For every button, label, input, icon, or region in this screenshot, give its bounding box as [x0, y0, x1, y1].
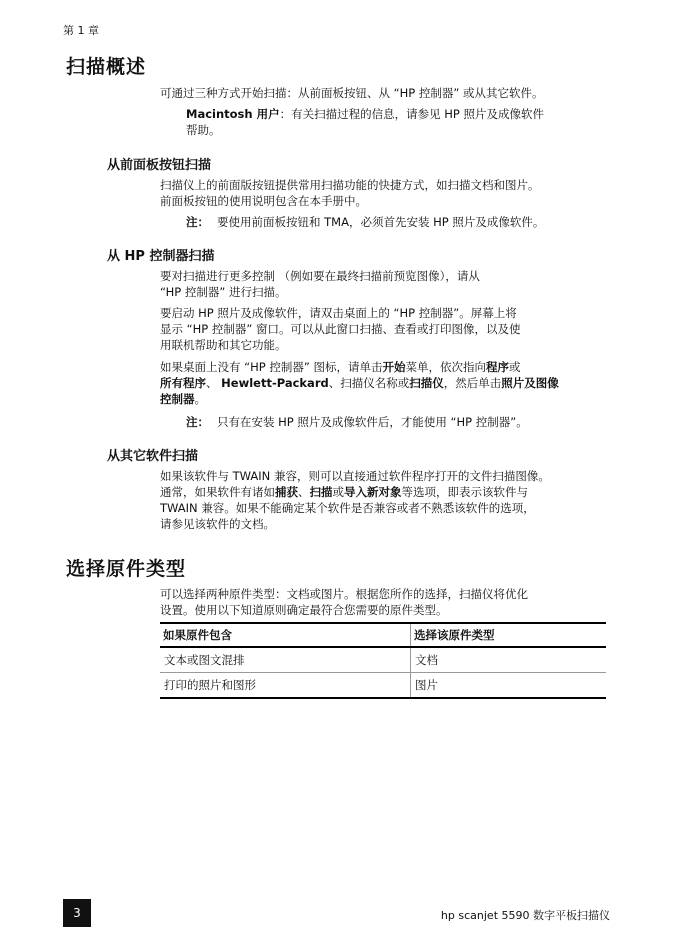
start-menu-term: 开始 — [382, 360, 406, 374]
table-header-row — [160, 623, 606, 647]
hp-paragraph-1 — [160, 268, 610, 300]
hp-paragraph-2 — [160, 305, 610, 353]
note-label: 注： — [186, 215, 209, 229]
hp-a-line-1: 要对扫描进行更多控制 （例如要在最终扫描前预览图像），请从 — [160, 269, 480, 283]
front-panel-line-1: 扫描仪上的前面版按钮提供常用扫描功能的快捷方式，如扫描文档和图片。 — [160, 178, 540, 192]
mac-label: Macintosh 用户 — [186, 107, 280, 121]
mac-note-line-1 — [186, 106, 606, 122]
intro-paragraph: 可通过三种方式开始扫描：从前面板按钮、从 “HP 控制器” 或从其它软件。 — [160, 86, 544, 100]
footer-product-name: hp scanjet 5590 数字平板扫描仪 — [440, 909, 610, 922]
hp-b-line-2: 显示 “HP 控制器” 窗口。可以从此窗口扫描、查看或打印图像，以及使 — [160, 322, 521, 336]
other-line-3: TWAIN 兼容。如果不能确定某个软件是否兼容或者不熟悉该软件的选项， — [160, 501, 535, 515]
table-cell: 文本或图文混排 — [160, 647, 411, 673]
front-panel-note — [186, 214, 606, 230]
text-span: 等选项，即表示该软件与 — [401, 485, 528, 499]
heading-other-software: 从其它软件扫描 — [107, 449, 199, 464]
scanner-term: 扫描仪 — [409, 376, 444, 390]
hp-b-line-3: 用联机帮助和其它功能。 — [160, 338, 287, 352]
text-span: 或 — [332, 485, 344, 499]
text-span: 、扫描仪名称或 — [328, 376, 410, 390]
other-line-4: 请参见该软件的文档。 — [160, 517, 275, 531]
text-span: 、 — [298, 485, 310, 499]
other-software-paragraph — [160, 468, 610, 532]
scan-term: 扫描 — [309, 485, 333, 499]
other-line-1: 如果该软件与 TWAIN 兼容，则可以直接通过软件程序打开的文件扫描图像。 — [160, 469, 550, 483]
front-panel-line-2: 前面板按钮的使用说明包含在本手册中。 — [160, 194, 367, 208]
original-type-paragraph — [160, 586, 610, 618]
hp-b-line-1: 要启动 HP 照片及成像软件，请双击桌面上的 “HP 控制器”。屏幕上将 — [160, 306, 517, 320]
section-title-original-type: 选择原件类型 — [66, 558, 187, 580]
table-cell: 打印的照片和图形 — [160, 673, 411, 699]
all-programs-term: 所有程序 — [160, 376, 206, 390]
hp-a-line-2: “HP 控制器” 进行扫描。 — [160, 285, 287, 299]
original-type-line-1: 可以选择两种原件类型：文档或图片。根据您所作的选择，扫描仪将优化 — [160, 587, 528, 601]
chapter-label: 第 1 章 — [63, 24, 99, 37]
text-span: 如果桌面上没有 “HP 控制器” 图标，请单击 — [160, 360, 383, 374]
text-span: 、 — [206, 376, 222, 390]
note-label: 注： — [186, 415, 209, 429]
text-span: 菜单，依次指向 — [405, 360, 486, 374]
table-row — [160, 673, 606, 699]
section-title-overview: 扫描概述 — [66, 56, 147, 78]
table-row — [160, 647, 606, 673]
note-text: 要使用前面板按钮和 TMA，必须首先安装 HP 照片及成像软件。 — [217, 215, 545, 229]
director-term: 控制器 — [160, 392, 195, 406]
table-cell: 文档 — [411, 647, 607, 673]
text-span: 通常，如果软件有诸如 — [160, 485, 275, 499]
note-text: 只有在安装 HP 照片及成像软件后，才能使用 “HP 控制器”。 — [217, 415, 528, 429]
hp-c-line-2 — [160, 375, 610, 391]
other-line-2 — [160, 484, 610, 500]
original-type-line-2: 设置。使用以下知道原则确定最符合您需要的原件类型。 — [160, 603, 448, 617]
text-span: 。 — [194, 392, 206, 406]
heading-front-panel: 从前面板按钮扫描 — [107, 158, 212, 173]
text-span: 或 — [508, 360, 521, 374]
programs-term: 程序 — [485, 360, 509, 374]
hp-c-line-1 — [160, 359, 610, 375]
import-term: 导入新对象 — [344, 485, 402, 499]
table-header-cell: 如果原件包含 — [160, 623, 411, 647]
page-number-box: 3 — [63, 899, 91, 927]
mac-note-line-2: 帮助。 — [186, 123, 221, 137]
heading-hp-director: 从 HP 控制器扫描 — [107, 249, 215, 264]
front-panel-paragraph — [160, 177, 610, 209]
table-cell: 图片 — [411, 673, 607, 699]
mac-note — [186, 106, 606, 138]
capture-term: 捕获 — [275, 485, 298, 499]
hp-paragraph-3 — [160, 359, 610, 407]
text-span: ，然后单击 — [443, 376, 502, 390]
hp-note — [186, 414, 606, 430]
hewlett-packard-term: Hewlett-Packard — [221, 376, 329, 390]
original-type-table — [160, 622, 606, 699]
photo-imaging-term: 照片及图像 — [501, 376, 559, 390]
hp-c-line-3 — [160, 391, 610, 407]
mac-text-1: ：有关扫描过程的信息，请参见 HP 照片及成像软件 — [279, 107, 544, 121]
table-header-cell: 选择该原件类型 — [411, 623, 607, 647]
